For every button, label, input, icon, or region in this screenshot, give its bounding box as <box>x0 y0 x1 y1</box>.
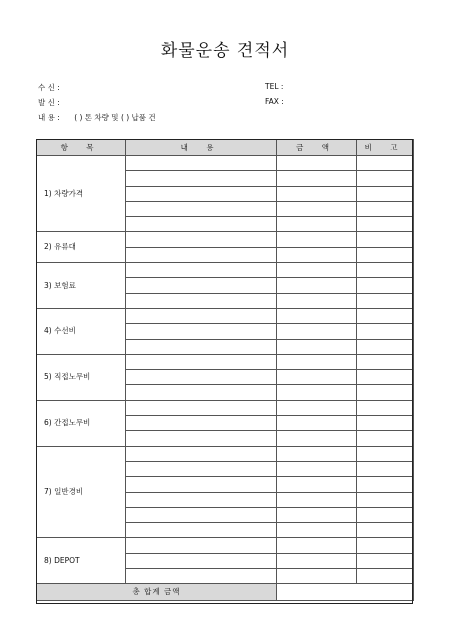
table-row <box>37 232 414 247</box>
category-label: 5) 직접노무비 <box>37 354 126 400</box>
remarks-cell[interactable] <box>357 156 414 171</box>
content-cell[interactable] <box>126 523 277 538</box>
category-label: 2) 유류대 <box>37 232 126 263</box>
amount-cell[interactable] <box>277 416 357 431</box>
fax-line <box>265 97 284 106</box>
remarks-cell[interactable] <box>357 477 414 492</box>
tel-label: TEL : <box>265 82 284 91</box>
content-cell[interactable] <box>126 308 277 323</box>
remarks-cell[interactable] <box>357 538 414 553</box>
amount-cell[interactable] <box>277 171 357 186</box>
amount-cell[interactable] <box>277 232 357 247</box>
amount-cell[interactable] <box>277 538 357 553</box>
category-label: 8) DEPOT <box>37 538 126 584</box>
remarks-cell[interactable] <box>357 324 414 339</box>
remarks-cell[interactable] <box>357 354 414 369</box>
content-cell[interactable] <box>126 385 277 400</box>
remarks-cell[interactable] <box>357 416 414 431</box>
content-cell[interactable] <box>126 263 277 278</box>
table-body <box>37 156 414 584</box>
amount-cell[interactable] <box>277 186 357 201</box>
document-title: 화물운송 견적서 <box>160 41 290 61</box>
category-label: 4) 수선비 <box>37 308 126 354</box>
amount-cell[interactable] <box>277 156 357 171</box>
amount-cell[interactable] <box>277 385 357 400</box>
content-cell[interactable] <box>126 247 277 262</box>
content-cell[interactable] <box>126 186 277 201</box>
content-cell[interactable] <box>126 201 277 216</box>
remarks-cell[interactable] <box>357 171 414 186</box>
remarks-cell[interactable] <box>357 186 414 201</box>
category-label: 6) 간접노무비 <box>37 400 126 446</box>
content-cell[interactable] <box>126 232 277 247</box>
table-row <box>37 263 414 278</box>
remarks-cell[interactable] <box>357 247 414 262</box>
remarks-cell[interactable] <box>357 293 414 308</box>
content-cell[interactable] <box>126 538 277 553</box>
category-label: 7) 일반경비 <box>37 446 126 538</box>
content-cell[interactable] <box>126 278 277 293</box>
amount-cell[interactable] <box>277 492 357 507</box>
amount-cell[interactable] <box>277 354 357 369</box>
remarks-cell[interactable] <box>357 446 414 461</box>
amount-cell[interactable] <box>277 523 357 538</box>
remarks-cell[interactable] <box>357 569 414 584</box>
content-cell[interactable] <box>126 370 277 385</box>
amount-cell[interactable] <box>277 247 357 262</box>
content-cell[interactable] <box>126 477 277 492</box>
remarks-cell[interactable] <box>357 308 414 323</box>
content-cell[interactable] <box>126 507 277 522</box>
amount-cell[interactable] <box>277 477 357 492</box>
tel-line <box>265 82 283 91</box>
remarks-cell[interactable] <box>357 523 414 538</box>
content-cell[interactable] <box>126 431 277 446</box>
amount-cell[interactable] <box>277 217 357 232</box>
remarks-cell[interactable] <box>357 370 414 385</box>
remarks-cell[interactable] <box>357 400 414 415</box>
table-row <box>37 354 414 369</box>
content-cell[interactable] <box>126 461 277 476</box>
header-content: 내 용 <box>126 140 277 156</box>
content-cell[interactable] <box>126 400 277 415</box>
content-cell[interactable] <box>126 569 277 584</box>
remarks-cell[interactable] <box>357 339 414 354</box>
content-cell[interactable] <box>126 171 277 186</box>
amount-cell[interactable] <box>277 370 357 385</box>
amount-cell[interactable] <box>277 263 357 278</box>
amount-cell[interactable] <box>277 278 357 293</box>
remarks-cell[interactable] <box>357 263 414 278</box>
content-cell[interactable] <box>126 293 277 308</box>
table-header-row <box>37 140 414 156</box>
amount-cell[interactable] <box>277 569 357 584</box>
amount-cell[interactable] <box>277 324 357 339</box>
fax-label: FAX : <box>265 97 284 106</box>
header-item: 항 목 <box>37 140 126 156</box>
remarks-cell[interactable] <box>357 201 414 216</box>
content-cell[interactable] <box>126 354 277 369</box>
remarks-cell[interactable] <box>357 507 414 522</box>
estimate-table <box>36 139 414 601</box>
amount-cell[interactable] <box>277 400 357 415</box>
amount-cell[interactable] <box>277 553 357 568</box>
recipient-label: 수 신 : <box>38 83 60 92</box>
amount-cell[interactable] <box>277 461 357 476</box>
content-cell[interactable] <box>126 217 277 232</box>
total-label: 총 합계 금액 <box>37 584 277 601</box>
header-amount: 금 액 <box>277 140 357 156</box>
remarks-cell[interactable] <box>357 553 414 568</box>
table-row <box>37 308 414 323</box>
header-remarks: 비 고 <box>357 140 414 156</box>
category-label: 1) 차량가격 <box>37 156 126 232</box>
description-line <box>38 112 156 123</box>
table-row <box>37 400 414 415</box>
content-cell[interactable] <box>126 446 277 461</box>
content-cell[interactable] <box>126 156 277 171</box>
amount-cell[interactable] <box>277 446 357 461</box>
table-row <box>37 156 414 171</box>
content-cell[interactable] <box>126 553 277 568</box>
amount-cell[interactable] <box>277 431 357 446</box>
content-cell[interactable] <box>126 324 277 339</box>
remarks-cell[interactable] <box>357 492 414 507</box>
amount-cell[interactable] <box>277 293 357 308</box>
remarks-cell[interactable] <box>357 278 414 293</box>
table-row <box>37 538 414 553</box>
sender-label: 발 신 : <box>38 98 60 107</box>
content-cell[interactable] <box>126 339 277 354</box>
remarks-cell[interactable] <box>357 385 414 400</box>
amount-cell[interactable] <box>277 308 357 323</box>
remarks-cell[interactable] <box>357 217 414 232</box>
total-row <box>37 584 414 601</box>
sender-line <box>38 97 60 108</box>
total-amount-cell[interactable] <box>277 584 414 601</box>
recipient-line <box>38 82 60 93</box>
amount-cell[interactable] <box>277 507 357 522</box>
description-label: 내 용 : <box>38 113 60 122</box>
content-cell[interactable] <box>126 416 277 431</box>
amount-cell[interactable] <box>277 339 357 354</box>
description-text: ( ) 톤 차량 및 ( ) 납품 건 <box>74 113 156 122</box>
table-row <box>37 446 414 461</box>
category-label: 3) 보험료 <box>37 263 126 309</box>
content-cell[interactable] <box>126 492 277 507</box>
remarks-cell[interactable] <box>357 461 414 476</box>
remarks-cell[interactable] <box>357 232 414 247</box>
remarks-cell[interactable] <box>357 431 414 446</box>
amount-cell[interactable] <box>277 201 357 216</box>
